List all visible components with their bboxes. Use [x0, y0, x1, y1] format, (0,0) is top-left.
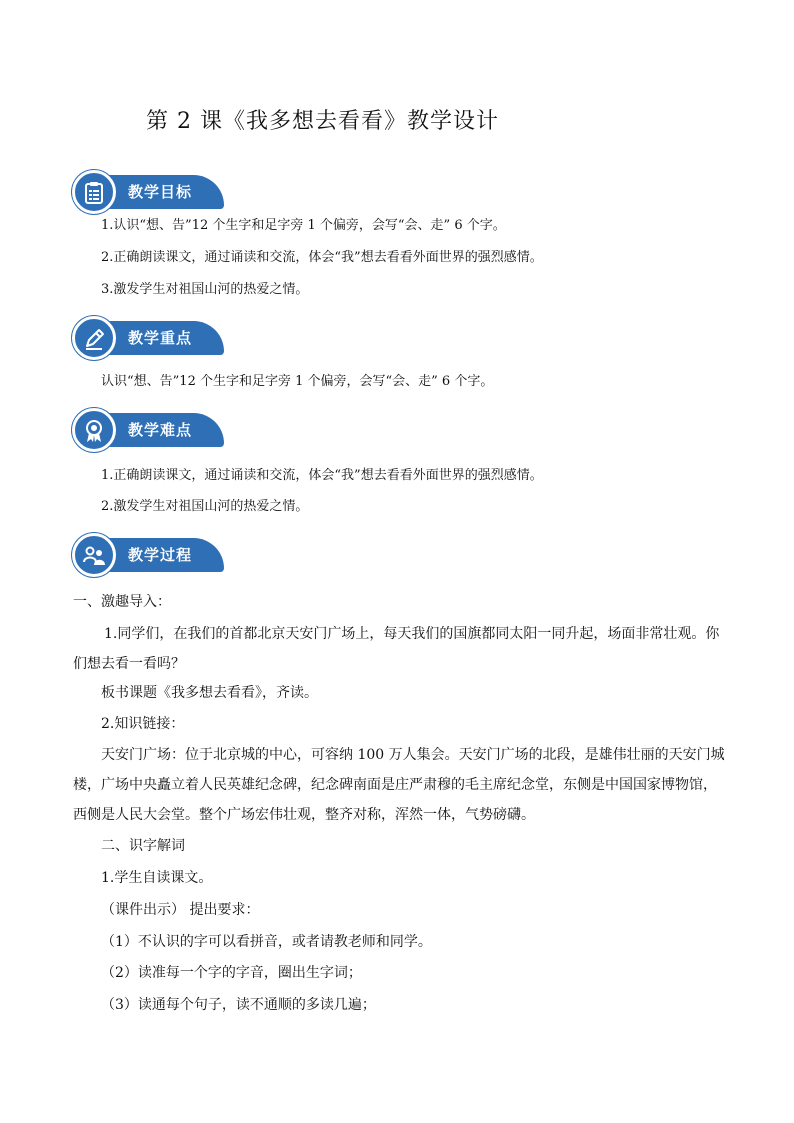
goal-item: 2.正确朗读课文，通过诵读和交流，体会“我”想去看看外面世界的强烈感情。	[101, 250, 543, 265]
process-line: （3）读通每个句子，读不通顺的多读几遍；	[101, 997, 376, 1013]
goal-item: 3.激发学生对祖国山河的热爱之情。	[101, 282, 309, 297]
process-line: （课件出示） 提出要求：	[101, 902, 260, 918]
section-banner-key-points	[72, 316, 230, 360]
process-line: 2.知识链接：	[101, 716, 185, 732]
section-banner-difficulties	[72, 408, 230, 452]
process-line: 1.同学们，在我们的首都北京天安门广场上，每天我们的国旗都同太阳一同升起，场面非常壮观。你	[104, 626, 720, 642]
process-line: 1.学生自读课文。	[101, 870, 213, 886]
page-title: 第 2 课《我多想去看看》教学设计	[146, 109, 499, 134]
award-ribbon-icon	[72, 408, 116, 452]
process-line: 楼，广场中央矗立着人民英雄纪念碑，纪念碑南面是庄严肃穆的毛主席纪念堂，东侧是中国国家博物馆，	[73, 777, 717, 793]
process-line: （1）不认识的字可以看拼音，或者请教老师和同学。	[101, 934, 432, 950]
pencil-icon	[72, 316, 116, 360]
difficulty-item: 2.激发学生对祖国山河的热爱之情。	[101, 499, 309, 514]
process-line: 天安门广场：位于北京城的中心，可容纳 100 万人集会。天安门广场的北段，是雄伟壮丽的天安门城	[101, 747, 725, 763]
difficulty-item: 1.正确朗读课文，通过诵读和交流，体会“我”想去看看外面世界的强烈感情。	[101, 468, 543, 483]
section-banner-goals	[72, 170, 230, 214]
people-icon	[72, 533, 116, 577]
key-point-item: 认识“想、告”12 个生字和足字旁 1 个偏旁，会写“会、走” 6 个字。	[101, 374, 494, 389]
section-heading: 教学难点	[128, 421, 193, 439]
process-line: 一、激趣导入：	[73, 594, 171, 610]
process-line: （2）读准每一个字的字音，圈出生字词；	[101, 965, 362, 981]
section-heading: 教学重点	[128, 329, 193, 347]
section-heading: 教学过程	[128, 546, 193, 564]
process-line: 板书课题《我多想去看看》，齐读。	[101, 685, 318, 701]
section-heading: 教学目标	[128, 183, 193, 201]
checklist-icon	[72, 170, 116, 214]
process-line: 西侧是人民大会堂。整个广场宏伟壮观，整齐对称，浑然一体，气势磅礴。	[73, 807, 535, 823]
process-line: 二、识字解词	[101, 838, 185, 854]
process-line: 们想去看一看吗？	[73, 656, 185, 672]
section-banner-process	[72, 533, 230, 577]
goal-item: 1.认识“想、告”12 个生字和足字旁 1 个偏旁，会写“会、走” 6 个字。	[101, 218, 506, 233]
